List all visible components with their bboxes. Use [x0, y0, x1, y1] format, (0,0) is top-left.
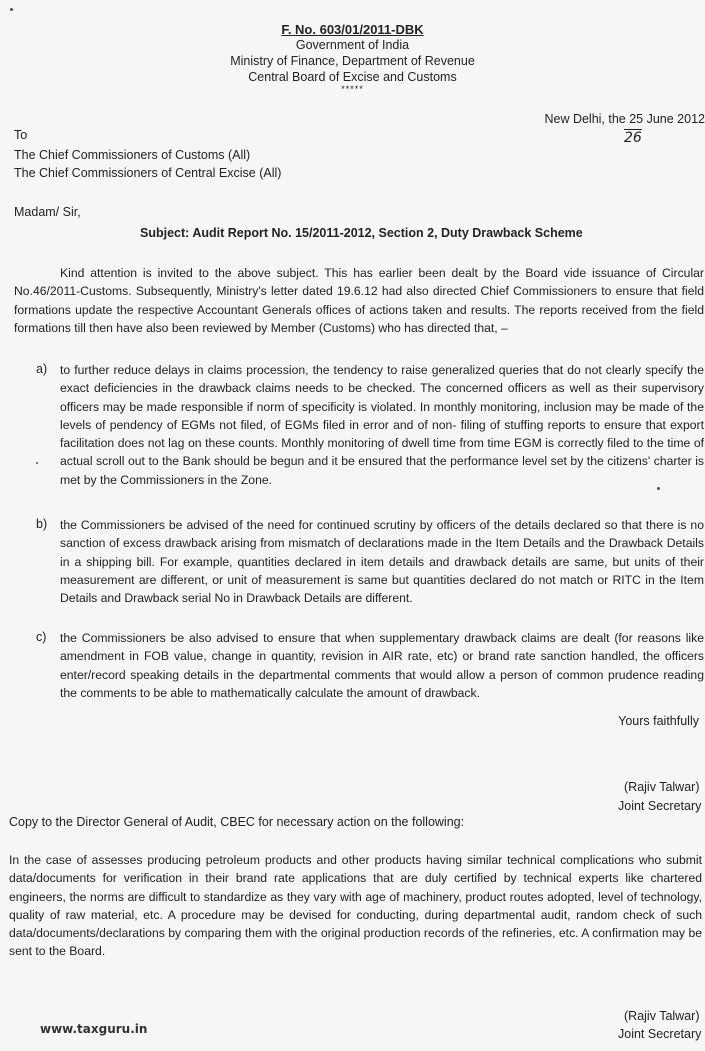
- item-c-marker: c): [36, 630, 47, 644]
- file-number: F. No. 603/01/2011-DBK: [281, 22, 424, 37]
- watermark: www.taxguru.in: [40, 1022, 148, 1036]
- header-stars: *****: [341, 84, 364, 94]
- board-line: Central Board of Excise and Customs: [248, 70, 457, 84]
- salutation: Madam/ Sir,: [14, 205, 81, 219]
- signatory-title: Joint Secretary: [618, 799, 702, 813]
- scan-speck: [36, 462, 38, 464]
- item-a-marker: a): [36, 362, 48, 376]
- item-c-text: the Commissioners be also advised to ensure that when supplementary drawback claims are dealt (for reasons like amendment in FOB value, change in quantity, revision in AIR rate, etc) or brand rate sanction handled, the officers enter/record speaking details in the departmental comments that would allow a person of common prudence reading the comments to be able to mathematically calculate the amount of drawback.: [60, 631, 704, 700]
- addressee-excise: The Chief Commissioners of Central Excise (All): [14, 166, 282, 180]
- item-a-text: to further reduce delays in claims procession, the tendency to raise generalized queries that do not clearly specify the exact deficiencies in the drawback claims needs to be checked. The concerned officers as well as their supervisory officers may be made responsible if norm of specificity is violated. In monthly monitoring, inclusion may be made of the levels of pendency of EGMs not filed, of EGMs filed in error and of non- filing of stuffing reports to ensure that export facilitation does not lag on these counts. Monthly monitoring of dwell time from time EGM is correctly filed to the time of actual scroll out to the Bank should be begun and it be ensured that the performance level set by the citizens' charter is met by the Commissioners in the Zone.: [60, 363, 704, 487]
- ministry-line: Ministry of Finance, Department of Revenue: [230, 54, 475, 68]
- subject-line: Subject: Audit Report No. 15/2011-2012, Section 2, Duty Drawback Scheme: [140, 226, 583, 240]
- item-b-marker: b): [36, 517, 48, 531]
- addressee-customs: The Chief Commissioners of Customs (All): [14, 148, 251, 162]
- handwritten-number: 26: [624, 130, 642, 146]
- to-label: To: [14, 128, 28, 142]
- copy-line: Copy to the Director General of Audit, CBEC for necessary action on the following:: [9, 815, 465, 829]
- letter-date: New Delhi, the 25 June 2012: [544, 112, 705, 126]
- signatory-name: (Rajiv Talwar): [624, 780, 700, 794]
- item-b-text: the Commissioners be advised of the need for continued scrutiny by officers of the details declared so that there is no sanction of excess drawback arising from mismatch of declarations made in the Item Details and the Drawback Details in a shipping bill. For example, quantities declared in item details and drawback details are same, but units of their measurement are different, or unit of measurement is same but quantities declared do not match or RITC in the Item Details and Drawback serial No in Drawback Details are different.: [60, 518, 704, 606]
- copy-paragraph: In the case of assesses producing petroleum products and other products having similar technical complications who submit data/documents for verification in their brand rate applications that are duly certified by technical experts like chartered engineers, the norms are difficult to standardize as they vary with age of machinery, product routes adopted, level of technology, quality of raw material, etc. A procedure may be devised for conducting, during departmental audit, random check of such data/documents/declarations by comparing them with the original production records of the refineries, etc. A confirmation may be sent to the Board.: [9, 853, 702, 959]
- signatory2-name: (Rajiv Talwar): [624, 1009, 700, 1023]
- government-line: Government of India: [295, 38, 410, 52]
- scan-speck: [657, 487, 660, 490]
- scan-speck: [10, 8, 13, 11]
- signatory2-title: Joint Secretary: [618, 1027, 702, 1041]
- intro-paragraph: Kind attention is invited to the above subject. This has earlier been dealt by the Board vide issuance of Circular No.46/2011-Customs. Subsequently, Ministry's letter dated 19.6.12 had also directed Chief Commissioners to ensure that field formations update the respective Accountant Generals offices of actions taken and results. The reports received from the field formations till then have also been reviewed by Member (Customs) who has directed that, –: [14, 266, 704, 335]
- closing: Yours faithfully: [618, 714, 699, 728]
